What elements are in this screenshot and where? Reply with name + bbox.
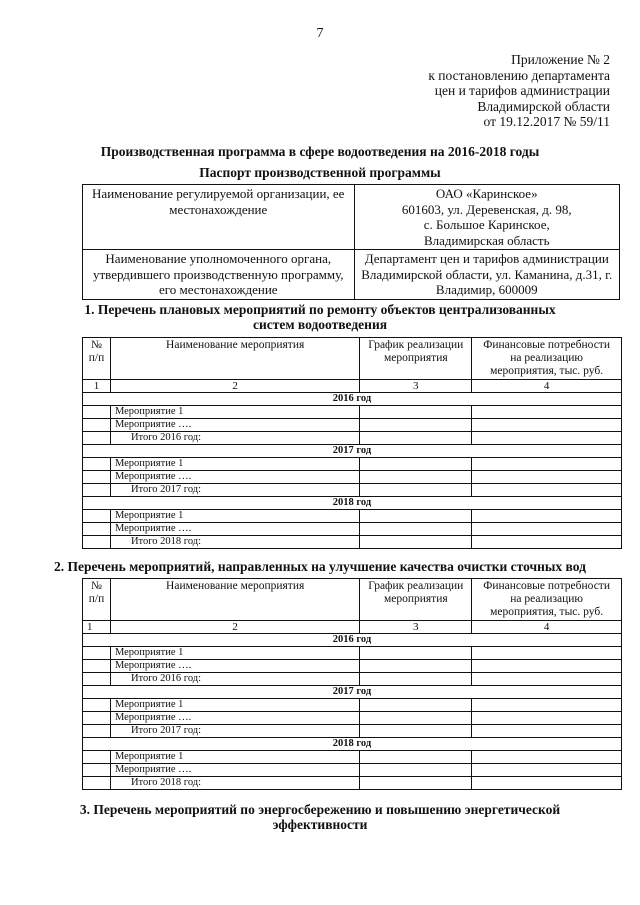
measure-name: Мероприятие ….	[110, 764, 359, 777]
year-row	[83, 738, 622, 751]
section2-table	[82, 578, 622, 790]
table-row	[83, 699, 622, 712]
col-header-name: Наименование мероприятия	[110, 579, 359, 621]
col-header-name: Наименование мероприятия	[110, 338, 359, 380]
table-row	[83, 419, 622, 432]
col-header-finance: Финансовые потребности на реализацию мероприятия, тыс. руб.	[472, 579, 622, 621]
measure-name: Мероприятие 1	[110, 751, 359, 764]
label-line: местонахождение	[169, 201, 268, 217]
passport-heading: Паспорт производственной программы	[199, 165, 441, 180]
value-line: Владимирской области, ул. Каманина, д.31, г.	[361, 266, 613, 282]
col-number: 3	[360, 380, 472, 393]
section2-title: 2. Перечень мероприятий, направленных на улучшение качества очистки сточных вод	[54, 559, 586, 574]
col-header-number: № п/п	[83, 579, 111, 621]
value-line: с. Большое Каринское,	[423, 217, 550, 232]
section-title-line: 1. Перечень плановых мероприятий по ремонту объектов централизованных	[84, 302, 556, 317]
year-row	[83, 393, 622, 406]
passport-row	[83, 250, 620, 300]
value-line: Владимир, 600009	[435, 282, 538, 297]
passport-value	[354, 250, 619, 300]
label-line: его местонахождение	[158, 282, 278, 297]
table-row	[83, 458, 622, 471]
measure-name: Мероприятие ….	[110, 471, 359, 484]
table-row	[83, 471, 622, 484]
col-header-schedule: График реализации мероприятия	[360, 579, 472, 621]
measure-name: Мероприятие 1	[110, 647, 359, 660]
section1-title	[0, 302, 640, 332]
year-row	[83, 497, 622, 510]
measure-name: Мероприятие 1	[110, 699, 359, 712]
measure-name: Мероприятие 1	[110, 406, 359, 419]
total-label: Итого 2016 год:	[110, 432, 359, 445]
passport-label	[83, 185, 355, 250]
appendix-line: от 19.12.2017 № 59/11	[483, 114, 610, 129]
document-title: Производственная программа в сфере водоотведения на 2016-2018 годы	[100, 144, 540, 159]
total-label: Итого 2018 год:	[110, 536, 359, 549]
year-label: 2018 год	[83, 497, 622, 510]
value-line: Владимирская область	[424, 232, 550, 248]
table-row	[83, 751, 622, 764]
year-row	[83, 445, 622, 458]
measure-name: Мероприятие ….	[110, 712, 359, 725]
year-label: 2017 год	[83, 686, 622, 699]
total-row	[83, 484, 622, 497]
passport-value	[354, 185, 619, 250]
total-row	[83, 725, 622, 738]
measure-name: Мероприятие 1	[110, 510, 359, 523]
table-row	[83, 764, 622, 777]
total-label: Итого 2017 год:	[110, 484, 359, 497]
appendix-header	[410, 52, 610, 130]
year-label: 2016 год	[83, 393, 622, 406]
total-label: Итого 2016 год:	[110, 673, 359, 686]
appendix-line: к постановлению департамента	[428, 67, 610, 83]
passport-row	[83, 185, 620, 250]
value-line: ОАО «Каринское»	[435, 186, 538, 201]
section-title-line: систем водоотведения	[252, 317, 388, 332]
measure-name: Мероприятие ….	[110, 523, 359, 536]
total-label: Итого 2018 год:	[110, 777, 359, 790]
table-row	[83, 406, 622, 419]
total-row	[83, 673, 622, 686]
total-row	[83, 432, 622, 445]
col-header-finance: Финансовые потребности на реализацию мероприятия, тыс. руб.	[472, 338, 622, 380]
col-number: 4	[472, 380, 622, 393]
year-label: 2018 год	[83, 738, 622, 751]
col-number-row	[83, 380, 622, 393]
section3-title	[0, 802, 640, 832]
table-row	[83, 647, 622, 660]
total-label: Итого 2017 год:	[110, 725, 359, 738]
table-row	[83, 523, 622, 536]
page-number: 7	[316, 26, 324, 41]
col-header-number: № п/п	[83, 338, 111, 380]
appendix-line: Владимирской области	[477, 98, 610, 114]
section-title-line: 3. Перечень мероприятий по энергосбережению и повышению энергетической	[79, 802, 561, 817]
col-number: 3	[360, 621, 472, 634]
label-line: утвердившего производственную программу,	[92, 266, 344, 282]
total-row	[83, 777, 622, 790]
passport-table	[82, 184, 620, 300]
passport-label	[83, 250, 355, 300]
section1-table	[82, 337, 622, 549]
year-row	[83, 686, 622, 699]
col-number: 1	[83, 380, 111, 393]
value-line: Департамент цен и тарифов администрации	[364, 251, 609, 266]
measure-name: Мероприятие ….	[110, 660, 359, 673]
table-row	[83, 510, 622, 523]
table-row	[83, 712, 622, 725]
col-number: 2	[110, 380, 359, 393]
year-row	[83, 634, 622, 647]
col-number: 2	[110, 621, 359, 634]
appendix-line: Приложение № 2	[511, 52, 610, 67]
header-row	[83, 338, 622, 380]
measure-name: Мероприятие ….	[110, 419, 359, 432]
year-label: 2017 год	[83, 445, 622, 458]
appendix-line: цен и тарифов администрации	[434, 83, 610, 98]
table-row	[83, 660, 622, 673]
col-header-schedule: График реализации мероприятия	[360, 338, 472, 380]
measure-name: Мероприятие 1	[110, 458, 359, 471]
col-number: 1	[83, 621, 111, 634]
header-row	[83, 579, 622, 621]
year-label: 2016 год	[83, 634, 622, 647]
label-line: Наименование уполномоченного органа,	[105, 251, 332, 266]
col-number: 4	[472, 621, 622, 634]
label-line: Наименование регулируемой организации, ее	[92, 186, 345, 201]
col-number-row	[83, 621, 622, 634]
value-line: 601603, ул. Деревенская, д. 98,	[401, 201, 572, 217]
total-row	[83, 536, 622, 549]
section-title-line: эффективности	[272, 817, 368, 832]
